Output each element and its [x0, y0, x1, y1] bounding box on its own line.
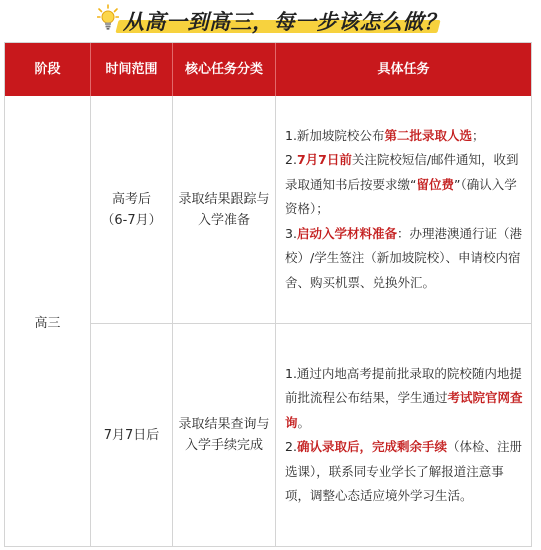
task-item: [285, 435, 527, 509]
tasks-cell: [276, 324, 531, 546]
task-text: ”（确认入学资格）；: [285, 176, 517, 217]
table-body: [5, 96, 531, 546]
task-highlight: 确认录取后，完成剩余手续: [296, 439, 447, 454]
task-highlight: 考试院官网查询: [285, 390, 523, 430]
table-row: [91, 96, 531, 324]
task-text: 1.通过内地高考提前批录取的院校随内地提前批流程公布结果，学生通过: [285, 365, 522, 405]
table-row: [91, 324, 531, 546]
task-text: ：办理港澳通行证（港校）/学生签注（新加坡院校）、申请校内宿舍、购买机票、兑换外汇。: [285, 225, 522, 290]
task-highlight: 第二批录取人选: [384, 127, 472, 143]
task-highlight: 留位费: [416, 176, 454, 192]
plan-table: [4, 42, 532, 547]
time-range-line: 7月7日后: [103, 427, 160, 443]
header-specific-tasks: 具体任务: [377, 62, 430, 77]
task-text: 。: [297, 414, 311, 430]
task-item: [285, 362, 527, 436]
header-stage: 阶段: [5, 43, 91, 96]
page-title: 从高一到高三，每一步该怎么做？: [123, 10, 446, 34]
time-range-line: 高考后: [111, 191, 151, 207]
task-text: ；: [471, 127, 485, 143]
time-range-cell: [91, 324, 173, 546]
time-range-cell: [91, 96, 173, 323]
tasks-cell: [276, 96, 531, 323]
category-cell: [173, 96, 276, 323]
task-highlight: 7月7日前: [296, 152, 352, 168]
header-core-category: 核心任务分类: [173, 43, 276, 96]
category-line: 录取结果查询与: [178, 417, 270, 432]
category-cell: [173, 324, 276, 546]
category-line: 录取结果跟踪与: [178, 191, 270, 207]
task-text: 关注院校短信/邮件通知，收到录取通知书后按要求缴“: [285, 152, 519, 192]
task-item: [285, 124, 527, 149]
time-range-line: （6-7月）: [101, 212, 162, 228]
category-line: 入学手续完成: [184, 438, 263, 453]
task-highlight: 启动入学材料准备: [296, 225, 397, 241]
category-line: 入学准备: [197, 212, 250, 228]
task-item: [285, 222, 527, 296]
task-item: [285, 148, 527, 222]
task-text: 1.新加坡院校公布: [285, 127, 385, 143]
task-list: [276, 124, 531, 296]
task-text: 3.: [285, 225, 297, 241]
task-list: [276, 362, 531, 509]
banner: [0, 0, 541, 40]
table-header: [5, 43, 531, 96]
task-text: （体检、注册选课），联系同专业学长了解报道注意事项，调整心态适应境外学习生活。: [285, 439, 522, 503]
header-time-range: 时间范围: [91, 43, 173, 96]
task-text: 2.: [285, 439, 297, 454]
task-text: 2.: [285, 152, 297, 168]
stage-cell: 高三: [5, 96, 91, 546]
lightbulb-icon: [97, 4, 119, 32]
